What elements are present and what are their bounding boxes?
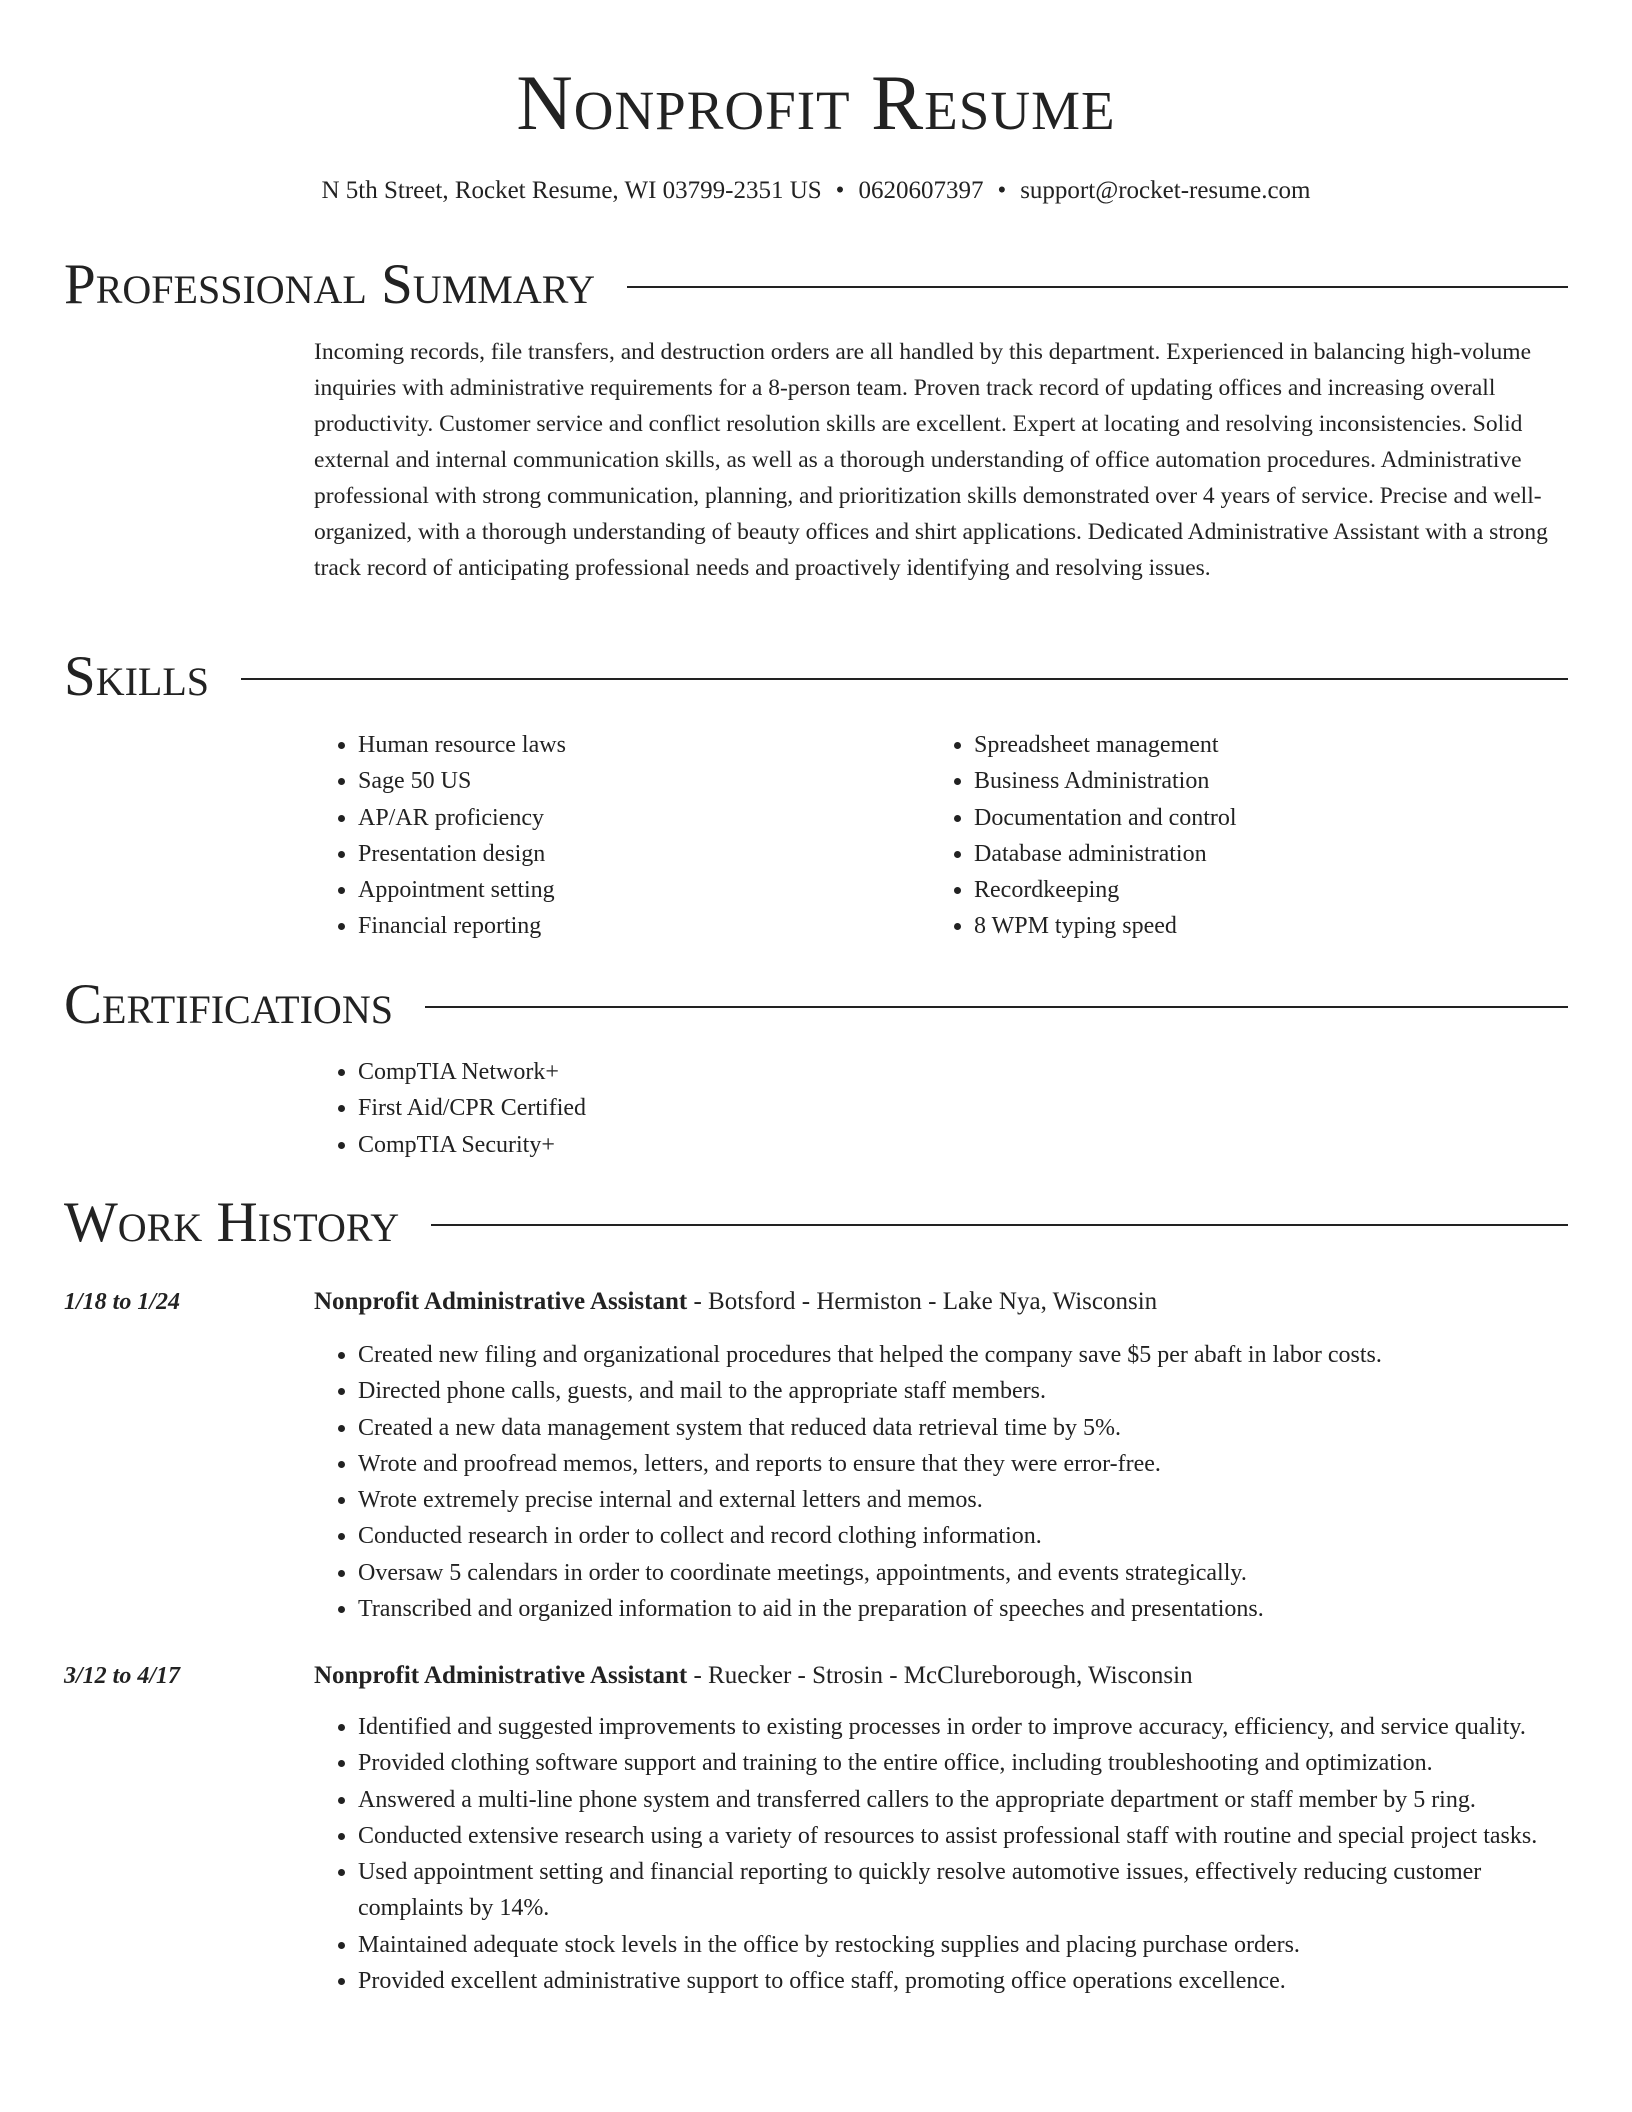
work-history-section-header	[64, 1188, 1568, 1258]
skill-item: • Spreadsheet management	[974, 727, 1530, 763]
job-duty-item: • Maintained adequate stock levels in the office by restocking supplies and placing purchase orders.	[358, 1927, 1574, 1963]
summary-heading: Professional Summary	[64, 253, 596, 316]
job-duties-list	[314, 1709, 1574, 1999]
skill-item: • AP/AR proficiency	[358, 800, 914, 836]
skill-item: • Presentation design	[358, 836, 914, 872]
contact-line	[0, 174, 1632, 208]
job-duties-list	[314, 1337, 1574, 1627]
job-duty-item: • Created new filing and organizational procedures that helped the company save $5 per abaft in labor costs.	[358, 1337, 1574, 1373]
job-dates: 1/18 to 1/24	[64, 1289, 181, 1315]
summary-section-header	[64, 250, 1568, 320]
skills-left-column	[314, 727, 914, 945]
resume-name: Nonprofit Resume	[516, 59, 1116, 146]
skill-item: • Sage 50 US	[358, 763, 914, 799]
job-duty-item: • Provided clothing software support and training to the entire office, including troubleshooting and optimization.	[358, 1745, 1574, 1781]
work-history-heading: Work History	[64, 1191, 400, 1254]
section-divider	[627, 286, 1568, 288]
job-title: Nonprofit Administrative Assistant	[314, 1662, 688, 1689]
job-duty-item: • Used appointment setting and financial reporting to quickly resolve automotive issues, effectively reducing customer complaints by 14%.	[358, 1854, 1574, 1927]
job-duties	[314, 1709, 1574, 1999]
contact-separator: •	[835, 177, 845, 204]
job-duty-item: • Answered a multi-line phone system and transferred callers to the appropriate department or staff member by 5 ring.	[358, 1782, 1574, 1818]
skill-item: • 8 WPM typing speed	[974, 908, 1530, 944]
skill-item: • Appointment setting	[358, 872, 914, 908]
job-duties	[314, 1337, 1574, 1627]
job-employer: - Ruecker - Strosin - McClureborough, Wisconsin	[687, 1662, 1193, 1689]
certifications-heading: Certifications	[64, 973, 393, 1036]
section-divider	[425, 1006, 1568, 1008]
contact-email: support@rocket-resume.com	[1020, 177, 1311, 204]
skills-list	[930, 727, 1530, 945]
job-duty-item: • Created a new data management system that reduced data retrieval time by 5%.	[358, 1410, 1574, 1446]
job-duty-item: • Wrote and proofread memos, letters, and reports to ensure that they were error-free.	[358, 1446, 1574, 1482]
job-duty-item: • Wrote extremely precise internal and external letters and memos.	[358, 1482, 1574, 1518]
summary-text: Incoming records, file transfers, and destruction orders are all handled by this department. Experienced in balancing high-volume inquiries with administrative requirements for a 8-person team. Proven track record of updating offices and increasing overall productivity. Customer service and conflict resolution skills are excellent. Expert at locating and resolving inconsistencies. Solid external and internal communication skills, as well as a thorough understanding of office automation procedures. Administrative professional with strong communication, planning, and prioritization skills demonstrated over 4 years of service. Precise and well-organized, with a thorough understanding of beauty offices and shirt applications. Dedicated Administrative Assistant with a strong track record of anticipating professional needs and proactively identifying and resolving issues.	[314, 339, 1548, 581]
job-duty-item: • Conducted research in order to collect and record clothing information.	[358, 1518, 1574, 1554]
job-heading	[314, 1284, 1574, 1320]
job-title: Nonprofit Administrative Assistant	[314, 1288, 688, 1315]
skills-section-header	[64, 642, 1568, 712]
certifications-block	[314, 1054, 1574, 1163]
job-duty-item: • Transcribed and organized information to aid in the preparation of speeches and presentations.	[358, 1591, 1574, 1627]
contact-separator: •	[997, 177, 1007, 204]
skills-heading: Skills	[64, 645, 210, 708]
section-divider	[241, 678, 1568, 680]
skill-item: • Recordkeeping	[974, 872, 1530, 908]
contact-phone: 0620607397	[858, 177, 984, 204]
job-duty-item: • Identified and suggested improvements to existing processes in order to improve accuracy, efficiency, and service quality.	[358, 1709, 1574, 1745]
contact-address: N 5th Street, Rocket Resume, WI 03799-2351 US	[321, 177, 822, 204]
skill-item: • Business Administration	[974, 763, 1530, 799]
job-duty-item: • Oversaw 5 calendars in order to coordinate meetings, appointments, and events strategically.	[358, 1555, 1574, 1591]
job-duty-item: • Provided excellent administrative support to office staff, promoting office operations excellence.	[358, 1963, 1574, 1999]
skill-item: • Database administration	[974, 836, 1530, 872]
certifications-list	[314, 1054, 1574, 1163]
certification-item: • CompTIA Network+	[358, 1054, 1574, 1090]
certification-item: • CompTIA Security+	[358, 1127, 1574, 1163]
skill-item: • Human resource laws	[358, 727, 914, 763]
job-heading	[314, 1658, 1574, 1694]
skills-list	[314, 727, 914, 945]
certifications-section-header	[64, 970, 1568, 1040]
skills-right-column	[930, 727, 1530, 945]
skill-item: • Financial reporting	[358, 908, 914, 944]
job-employer: - Botsford - Hermiston - Lake Nya, Wisconsin	[687, 1288, 1158, 1315]
job-duty-item: • Directed phone calls, guests, and mail to the appropriate staff members.	[358, 1373, 1574, 1409]
section-divider	[431, 1224, 1568, 1226]
job-duty-item: • Conducted extensive research using a variety of resources to assist professional staff with routine and special project tasks.	[358, 1818, 1574, 1854]
certification-item: • First Aid/CPR Certified	[358, 1090, 1574, 1126]
job-dates: 3/12 to 4/17	[64, 1663, 181, 1689]
skill-item: • Documentation and control	[974, 800, 1530, 836]
